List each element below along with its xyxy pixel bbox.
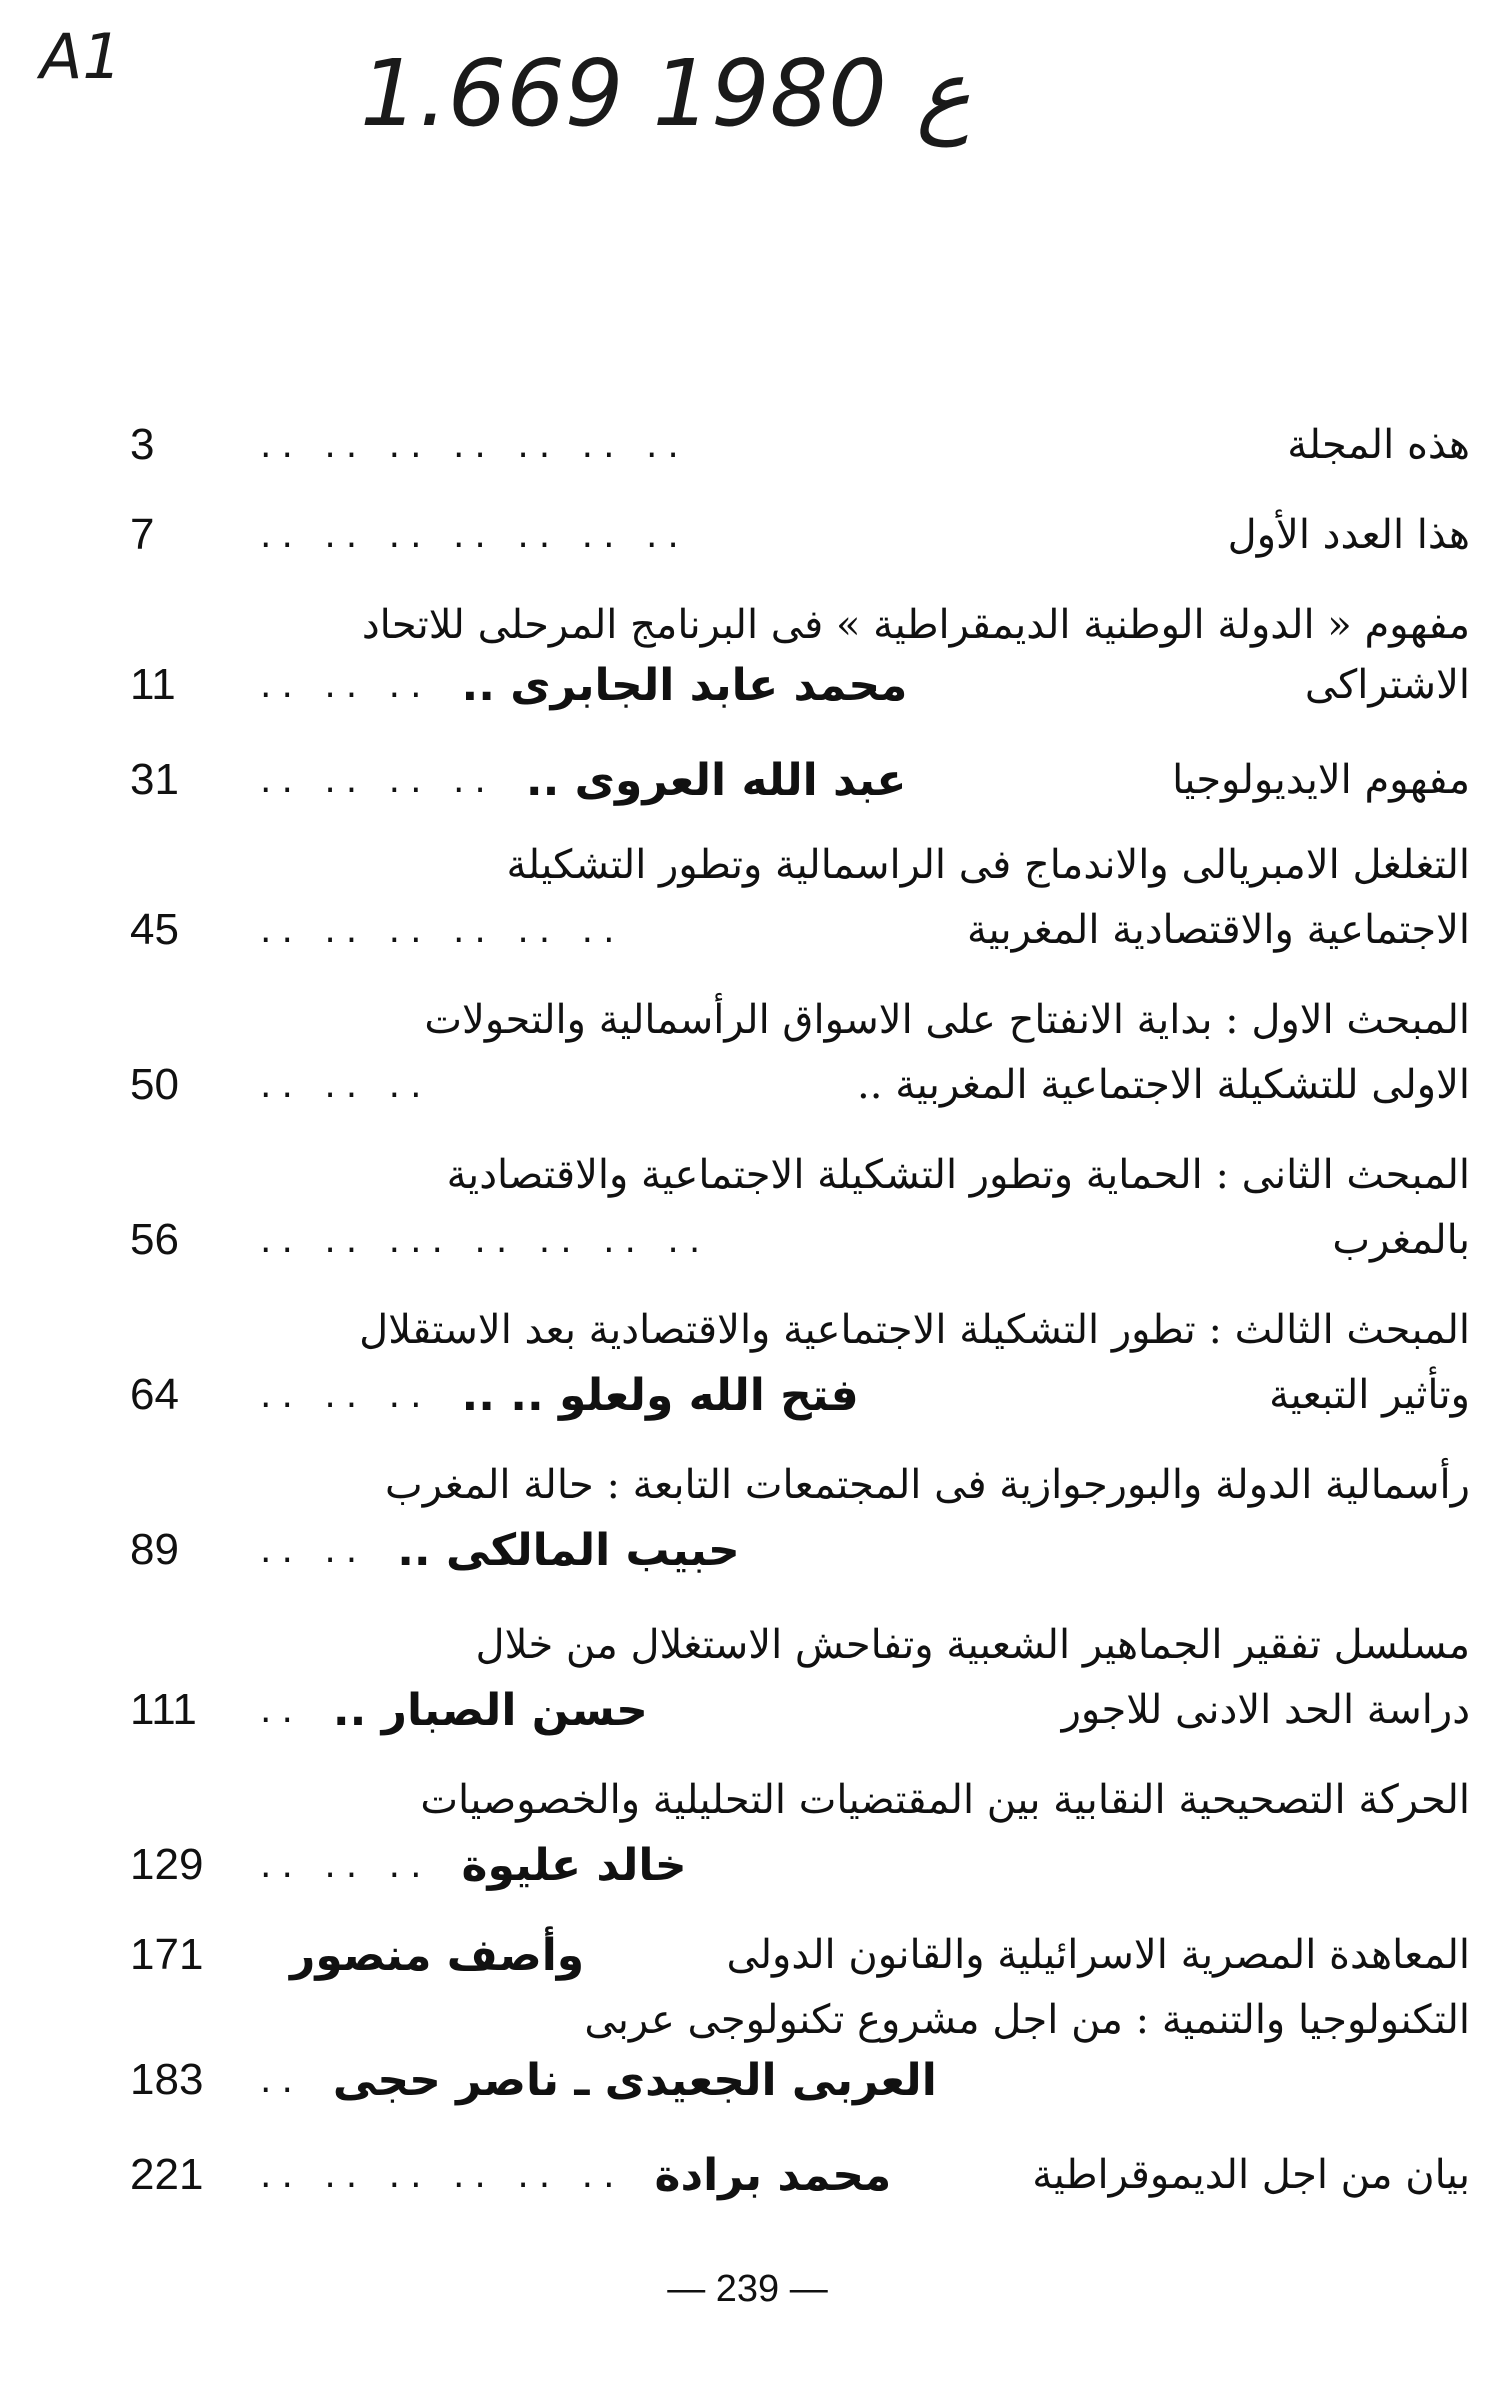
page-number: 3 [130, 420, 155, 469]
toc-entry[interactable] [130, 1205, 1470, 1275]
handwritten-reference-number: 1.ع 1980 669 [360, 40, 971, 147]
entry-title-line1: التغلغل الامبريالى والاندماج فى الراسمالية وتطور التشكيلة [506, 842, 1470, 888]
page-number: 45 [130, 905, 179, 954]
entry-title: الاجتماعية والاقتصادية المغربية [967, 907, 1470, 953]
leader-dots: .. .. .. .. .. .. .. [260, 514, 689, 556]
entry-title-line1: المبحث الاول : بداية الانفتاح على الاسواق الرأسمالية والتحولات [424, 997, 1470, 1043]
page-number: 129 [130, 1840, 204, 1889]
leader-dots: .. .. .. .. [260, 759, 496, 801]
toc-entry[interactable] [130, 500, 1470, 570]
leader-dots: .. .. .. [260, 1064, 432, 1106]
entry-author: محمد عابد الجابرى .. [461, 659, 908, 711]
toc-entry[interactable] [130, 745, 1470, 815]
entry-title-line1: المبحث الثانى : الحماية وتطور التشكيلة الاجتماعية والاقتصادية [446, 1152, 1470, 1198]
entry-title: بالمغرب [1332, 1217, 1470, 1263]
page-footer-number: — 239 — [667, 2268, 828, 2310]
page-number: 31 [130, 755, 179, 804]
entry-title: الاولى للتشكيلة الاجتماعية المغربية .. [857, 1062, 1470, 1108]
page-number: 89 [130, 1525, 179, 1574]
page-number: 183 [130, 2055, 204, 2104]
leader-dots: .. .. .. .. .. .. [260, 909, 625, 951]
entry-title-line1: المبحث الثالث : تطور التشكيلة الاجتماعية والاقتصادية بعد الاستقلال [359, 1307, 1470, 1353]
entry-author: عبد الله العروى .. [525, 754, 907, 806]
toc-entry[interactable] [130, 650, 1470, 720]
leader-dots: .. .. [260, 1529, 368, 1571]
leader-dots: .. .. .. .. .. .. .. [260, 424, 689, 466]
toc-entry[interactable] [130, 1050, 1470, 1120]
handwritten-archive-code: A1 [40, 20, 122, 93]
leader-dots: .. .. ... .. .. .. .. [260, 1219, 711, 1261]
toc-entry[interactable] [130, 2045, 1470, 2115]
entry-author: العربى الجعيدى ـ ناصر حجى [332, 2054, 937, 2106]
entry-title: وتأثير التبعية [1269, 1372, 1470, 1418]
entry-title-line1: مسلسل تفقير الجماهير الشعبية وتفاحش الاستغلال من خلال [475, 1622, 1470, 1668]
entry-author: محمد برادة [654, 2149, 892, 2201]
leader-dots: .. .. .. [260, 664, 432, 706]
entry-title: الاشتراكى [1304, 662, 1470, 708]
leader-dots: .. .. .. [260, 1374, 432, 1416]
page-number: 221 [130, 2150, 204, 2199]
entry-title: هذه المجلة [1287, 422, 1470, 468]
entry-title-line1: التكنولوجيا والتنمية : من اجل مشروع تكنولوجى عربى [584, 1997, 1470, 2043]
toc-entry[interactable] [130, 1830, 1470, 1900]
entry-author: حسن الصبار .. [332, 1684, 648, 1736]
entry-title: هذا العدد الأول [1227, 512, 1470, 558]
toc-entry[interactable] [130, 1675, 1470, 1745]
leader-dots: .. [260, 2059, 303, 2101]
entry-title-line1: الحركة التصحيحية النقابية بين المقتضيات التحليلية والخصوصيات [420, 1777, 1470, 1823]
entry-author: حبيب المالكى .. [397, 1524, 740, 1576]
page-number: 11 [130, 660, 176, 709]
toc-entry[interactable] [130, 1920, 1470, 1990]
entry-title: دراسة الحد الادنى للاجور [1061, 1687, 1470, 1733]
entry-author: فتح الله ولعلو .. .. [461, 1369, 859, 1421]
toc-entry[interactable] [130, 1515, 1470, 1585]
page-number: 7 [130, 510, 155, 559]
entry-author: خالد عليوة [461, 1839, 687, 1891]
entry-title: المعاهدة المصرية الاسرائيلية والقانون الدولى [726, 1932, 1470, 1978]
entry-title-line1: رأسمالية الدولة والبورجوازية فى المجتمعات التابعة : حالة المغرب [385, 1462, 1470, 1508]
entry-title-line1: مفهوم « الدولة الوطنية الديمقراطية » فى البرنامج المرحلى للاتحاد [361, 602, 1470, 648]
toc-entry[interactable] [130, 2140, 1470, 2210]
entry-title: بيان من اجل الديموقراطية [1032, 2152, 1470, 2198]
page-number: 50 [130, 1060, 179, 1109]
leader-dots: .. [260, 1689, 303, 1731]
page-number: 171 [130, 1930, 204, 1979]
toc-entry[interactable] [130, 410, 1470, 480]
page-number: 64 [130, 1370, 179, 1419]
entry-title: مفهوم الايديولوجيا [1172, 757, 1470, 803]
leader-dots: .. .. .. .. .. .. [260, 2154, 625, 2196]
leader-dots: .. .. .. [260, 1844, 432, 1886]
page-number: 111 [130, 1685, 197, 1734]
toc-entry[interactable] [130, 1360, 1470, 1430]
entry-author: وأصف منصور [290, 1929, 585, 1981]
page-number: 56 [130, 1215, 179, 1264]
toc-entry[interactable] [130, 895, 1470, 965]
